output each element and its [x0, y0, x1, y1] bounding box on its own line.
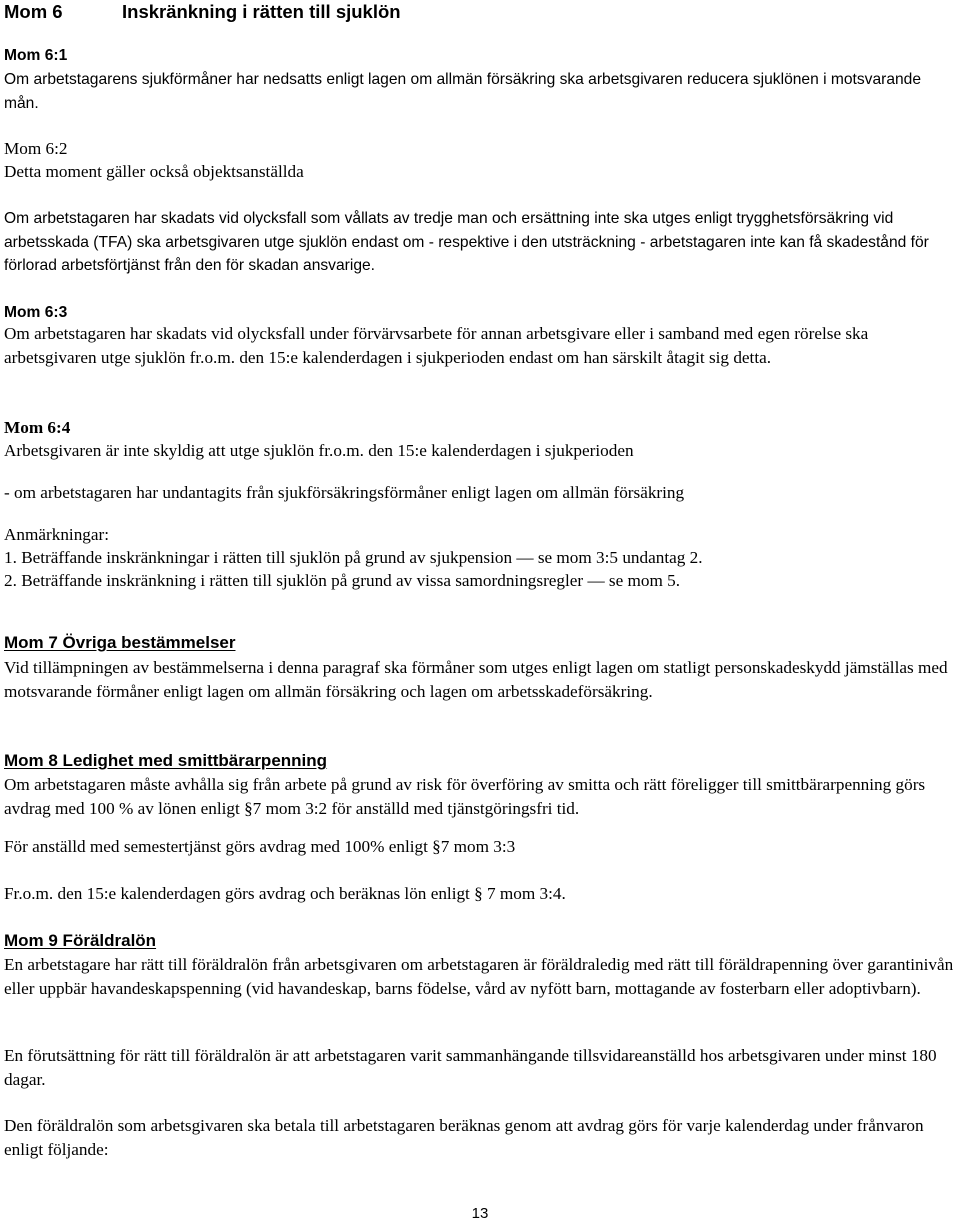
mom-8-text: Om arbetstagaren måste avhålla sig från arbete på grund av risk för överföring av smitta och rätt föreligger till smittbärarpenning görs avdrag med 100 % av lönen enligt §7 mom 3:2 för anställd med tjänstgöringsfri tid.	[4, 775, 926, 818]
mom-6-1-heading: Mom 6:1	[4, 47, 68, 64]
mom-9-heading: Mom 9 Föräldralön	[4, 931, 157, 950]
mom-6-2-line: Detta moment gäller också objektsanställda	[4, 162, 304, 181]
mom-7-heading: Mom 7 Övriga bestämmelser	[4, 633, 236, 652]
note-item: 1. Beträffande inskränkningar i rätten till sjuklön på grund av sjukpension — se mom 3:5 undantag 2.	[4, 548, 703, 567]
mom-9-text: En arbetstagare har rätt till föräldralön från arbetsgivaren om arbetstagaren är föräldraledig med rätt till föräldrapenning över garantinivån eller uppbär havandeskapspenning (vid havandeskap, barns födelse, vård av nyfött barn, mottagande av fosterbarn eller adoptivbarn).	[4, 955, 954, 998]
notes-heading: Anmärkningar:	[4, 525, 110, 544]
mom-8-text: Fr.o.m. den 15:e kalenderdagen görs avdrag och beräknas lön enligt § 7 mom 3:4.	[4, 884, 566, 903]
mom-6-4-line: Arbetsgivaren är inte skyldig att utge sjuklön fr.o.m. den 15:e kalenderdagen i sjukperioden	[4, 441, 634, 460]
mom-6-1-text: Om arbetstagarens sjukförmåner har nedsatts enligt lagen om allmän försäkring ska arbetsgivaren reducera sjuklönen i motsvarande mån.	[4, 71, 922, 112]
mom-6-4-condition: - om arbetstagaren har undantagits från sjukförsäkringsförmåner enligt lagen om allmän försäkring	[4, 483, 685, 502]
mom-8-text: För anställd med semestertjänst görs avdrag med 100% enligt §7 mom 3:3	[4, 837, 516, 856]
mom-8-heading: Mom 8 Ledighet med smittbärarpenning	[4, 751, 328, 770]
mom-6-2-heading: Mom 6:2	[4, 139, 68, 158]
mom-6-2-text: Om arbetstagaren har skadats vid olycksfall som vållats av tredje man och ersättning inte ska utges enligt trygghetsförsäkring vid arbetsskada (TFA) ska arbetsgivaren utge sjuklön endast om - respektive i den utsträckning - arbetstagaren inte kan få skadestånd för förlorad arbetsförtjänst från den för skadan ansvarige.	[4, 210, 929, 274]
section-title: Inskränkning i rätten till sjuklön	[122, 1, 401, 22]
mom-7-text: Vid tillämpningen av bestämmelserna i denna paragraf ska förmåner som utges enligt lagen om statligt personskadeskydd jämställas med motsvarande förmåner enligt lagen om allmän försäkring och lagen om arbetsskadeförsäkring.	[4, 658, 948, 701]
mom-6-3-heading: Mom 6:3	[4, 304, 68, 321]
mom-9-text: Den föräldralön som arbetsgivaren ska betala till arbetstagaren beräknas genom att avdrag görs för varje kalenderdag under frånvaron enligt följande:	[4, 1116, 924, 1159]
mom-6-4-heading: Mom 6:4	[4, 418, 71, 437]
section-number: Mom 6	[4, 1, 63, 22]
section-heading-mom6	[4, 0, 401, 24]
page-number: 13	[471, 1205, 489, 1222]
note-item: 2. Beträffande inskränkning i rätten till sjuklön på grund av vissa samordningsregler — se mom 5.	[4, 571, 681, 590]
mom-6-3-text: Om arbetstagaren har skadats vid olycksfall under förvärvsarbete för annan arbetsgivare eller i samband med egen rörelse ska arbetsgivaren utge sjuklön fr.o.m. den 15:e kalenderdagen i sjukperioden endast om han särskilt åtagit sig detta.	[4, 324, 869, 367]
mom-9-text: En förutsättning för rätt till föräldralön är att arbetstagaren varit sammanhängande tillsvidareanställd hos arbetsgivaren under minst 180 dagar.	[4, 1046, 937, 1089]
